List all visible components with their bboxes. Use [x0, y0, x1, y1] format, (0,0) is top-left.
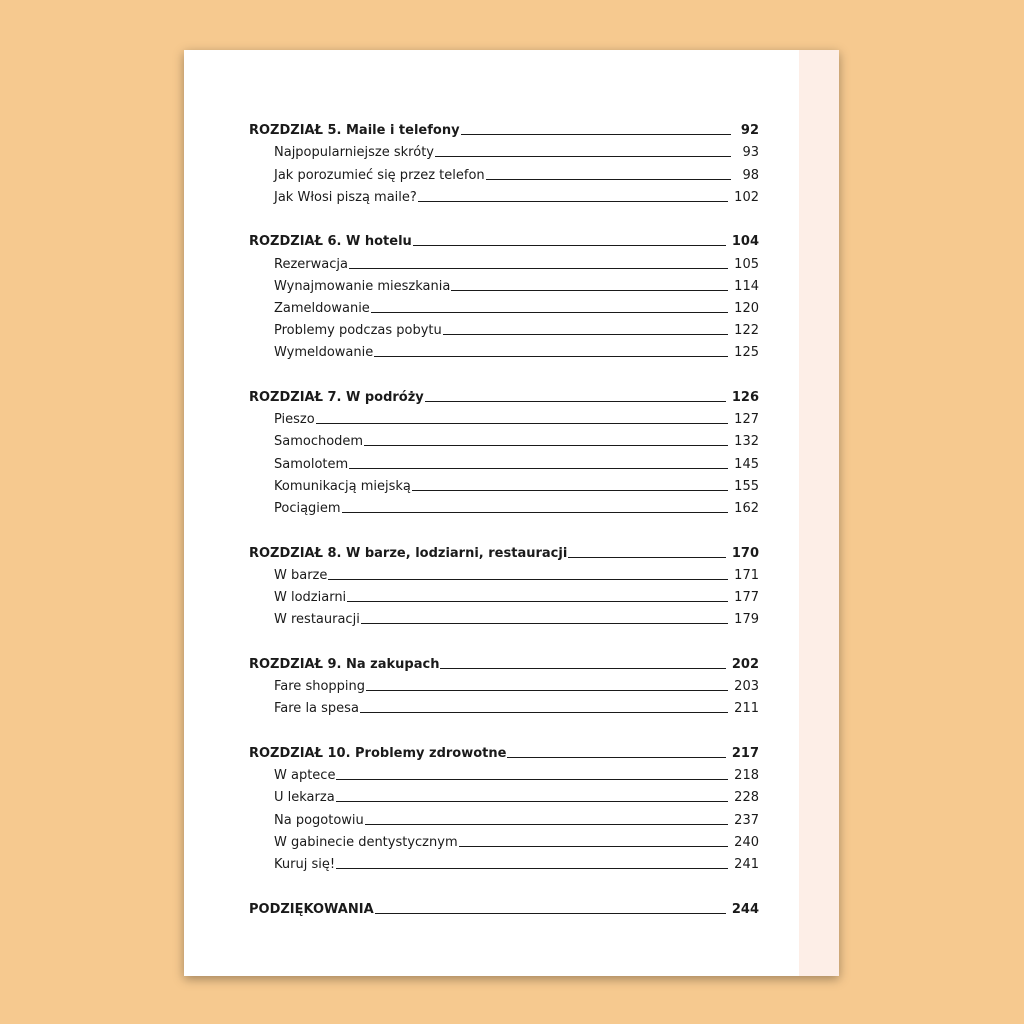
toc-entry-page-number: 98 — [742, 167, 759, 183]
toc-entry-title: Fare la spesa — [274, 701, 359, 717]
toc-entry — [249, 850, 759, 872]
toc-entry-title: Rezerwacja — [274, 256, 348, 272]
toc-entry-title: W restauracji — [274, 612, 360, 628]
toc-chapter-page-number: 170 — [731, 545, 759, 561]
book-page — [184, 50, 839, 976]
leader-line — [443, 334, 728, 335]
leader-line — [366, 690, 728, 691]
leader-line — [371, 312, 728, 313]
toc-chapter — [249, 739, 759, 761]
leader-line — [336, 801, 729, 802]
toc-entry-page-number: 105 — [734, 256, 759, 272]
leader-line — [461, 134, 731, 135]
toc-chapter — [249, 383, 759, 405]
toc-chapter — [249, 650, 759, 672]
leader-line — [316, 423, 728, 424]
toc-chapter-title: ROZDZIAŁ 7. W podróży — [249, 390, 424, 406]
leader-line — [413, 245, 726, 246]
toc-chapter — [249, 116, 759, 138]
toc-entry-title: W aptece — [274, 768, 336, 784]
leader-line — [361, 623, 728, 624]
leader-line — [459, 846, 729, 847]
toc-chapter — [249, 227, 759, 249]
toc-entry-page-number: 228 — [734, 790, 759, 806]
leader-line — [568, 557, 726, 558]
toc-entry-page-number: 155 — [734, 478, 759, 494]
leader-line — [349, 268, 728, 269]
toc-entry-page-number: 237 — [734, 812, 759, 828]
toc-entry-title: Jak Włosi piszą maile? — [274, 189, 417, 205]
toc-entry-page-number: 241 — [734, 856, 759, 872]
toc-entry-page-number: 203 — [734, 679, 759, 695]
toc-entry — [249, 449, 759, 471]
toc-section — [249, 383, 759, 516]
toc-section — [249, 539, 759, 628]
toc-section — [249, 116, 759, 205]
toc-chapter-page-number: 92 — [740, 123, 759, 139]
toc-entry — [249, 183, 759, 205]
toc-entry-title: Samochodem — [274, 434, 364, 450]
leader-line — [418, 201, 728, 202]
leader-line — [435, 156, 731, 157]
toc-entry-title: W lodziarni — [274, 590, 347, 606]
toc-chapter — [249, 894, 759, 916]
toc-chapter-title: ROZDZIAŁ 8. W barze, lodziarni, restauracji — [249, 545, 568, 561]
toc-entry-title: Najpopularniejsze skróty — [274, 145, 434, 161]
toc-entry-title: Wynajmowanie mieszkania — [274, 278, 451, 294]
toc-entry — [249, 272, 759, 294]
leader-line — [360, 712, 728, 713]
toc-chapter-page-number: 217 — [731, 746, 759, 761]
toc-section — [249, 227, 759, 360]
toc-entry — [249, 427, 759, 449]
toc-chapter — [249, 539, 759, 561]
toc-entry — [249, 805, 759, 827]
toc-entry — [249, 672, 759, 694]
toc-entry — [249, 694, 759, 716]
leader-line — [364, 445, 728, 446]
leader-line — [412, 490, 728, 491]
toc-entry — [249, 316, 759, 338]
leader-line — [342, 512, 729, 513]
toc-entry-page-number: 122 — [734, 323, 759, 339]
toc-entry — [249, 828, 759, 850]
toc-entry — [249, 338, 759, 360]
toc-entry — [249, 605, 759, 627]
leader-line — [336, 868, 728, 869]
toc-entry-title: Kuruj się! — [274, 856, 336, 872]
toc-chapter-title: ROZDZIAŁ 10. Problemy zdrowotne — [249, 746, 507, 761]
toc-entry-title: Pieszo — [274, 412, 315, 428]
toc-chapter-page-number: 126 — [731, 390, 759, 406]
toc-entry-title: W gabinecie dentystycznym — [274, 834, 458, 850]
page-edge — [799, 50, 839, 976]
toc-entry-title: Samolotem — [274, 456, 349, 472]
leader-line — [347, 601, 728, 602]
toc-entry — [249, 405, 759, 427]
toc-entry-page-number: 218 — [734, 768, 759, 784]
toc-entry-page-number: 162 — [734, 501, 759, 516]
toc-section — [249, 739, 759, 872]
toc-section — [249, 650, 759, 717]
toc-chapter-page-number: 202 — [731, 656, 759, 672]
leader-line — [375, 913, 726, 914]
toc-entry-page-number: 120 — [734, 301, 759, 316]
leader-line — [507, 757, 725, 758]
toc-entry-title: U lekarza — [274, 790, 335, 806]
toc-entry-page-number: 145 — [734, 456, 759, 472]
toc-entry-title: Fare shopping — [274, 679, 366, 695]
toc-entry-page-number: 114 — [734, 278, 759, 294]
toc-entry-page-number: 102 — [734, 189, 759, 205]
toc-entry-page-number: 171 — [734, 567, 759, 583]
toc-entry — [249, 472, 759, 494]
table-of-contents — [249, 116, 759, 917]
toc-chapter-title: PODZIĘKOWANIA — [249, 901, 374, 917]
toc-entry — [249, 783, 759, 805]
toc-chapter-title: ROZDZIAŁ 9. Na zakupach — [249, 656, 440, 672]
toc-entry — [249, 494, 759, 516]
toc-entry-title: Zameldowanie — [274, 301, 370, 316]
toc-entry-page-number: 125 — [734, 345, 759, 361]
leader-line — [486, 179, 731, 180]
toc-entry-title: Wymeldowanie — [274, 345, 374, 361]
toc-chapter-title: ROZDZIAŁ 5. Maile i telefony — [249, 123, 460, 139]
leader-line — [440, 668, 725, 669]
toc-entry-page-number: 132 — [734, 434, 759, 450]
toc-entry-title: Problemy podczas pobytu — [274, 323, 442, 339]
toc-entry-title: Pociągiem — [274, 501, 341, 516]
toc-entry — [249, 583, 759, 605]
toc-entry-title: Jak porozumieć się przez telefon — [274, 167, 485, 183]
leader-line — [336, 779, 728, 780]
toc-entry — [249, 160, 759, 182]
leader-line — [425, 401, 726, 402]
toc-entry-title: Komunikacją miejską — [274, 478, 411, 494]
toc-chapter-title: ROZDZIAŁ 6. W hotelu — [249, 234, 412, 250]
toc-entry — [249, 561, 759, 583]
toc-entry-title: Na pogotowiu — [274, 812, 364, 828]
leader-line — [451, 290, 728, 291]
toc-entry-page-number: 177 — [734, 590, 759, 606]
leader-line — [365, 824, 728, 825]
toc-entry-page-number: 93 — [742, 145, 759, 161]
toc-entry — [249, 249, 759, 271]
toc-section — [249, 894, 759, 916]
toc-entry — [249, 294, 759, 316]
toc-entry-page-number: 240 — [734, 834, 759, 850]
toc-entry — [249, 761, 759, 783]
leader-line — [349, 468, 728, 469]
toc-entry — [249, 138, 759, 160]
leader-line — [328, 579, 728, 580]
leader-line — [374, 356, 728, 357]
toc-entry-page-number: 179 — [734, 612, 759, 628]
toc-entry-title: W barze — [274, 567, 328, 583]
toc-chapter-page-number: 244 — [731, 901, 759, 917]
toc-chapter-page-number: 104 — [731, 234, 759, 250]
toc-entry-page-number: 211 — [734, 701, 759, 717]
toc-entry-page-number: 127 — [734, 412, 759, 428]
